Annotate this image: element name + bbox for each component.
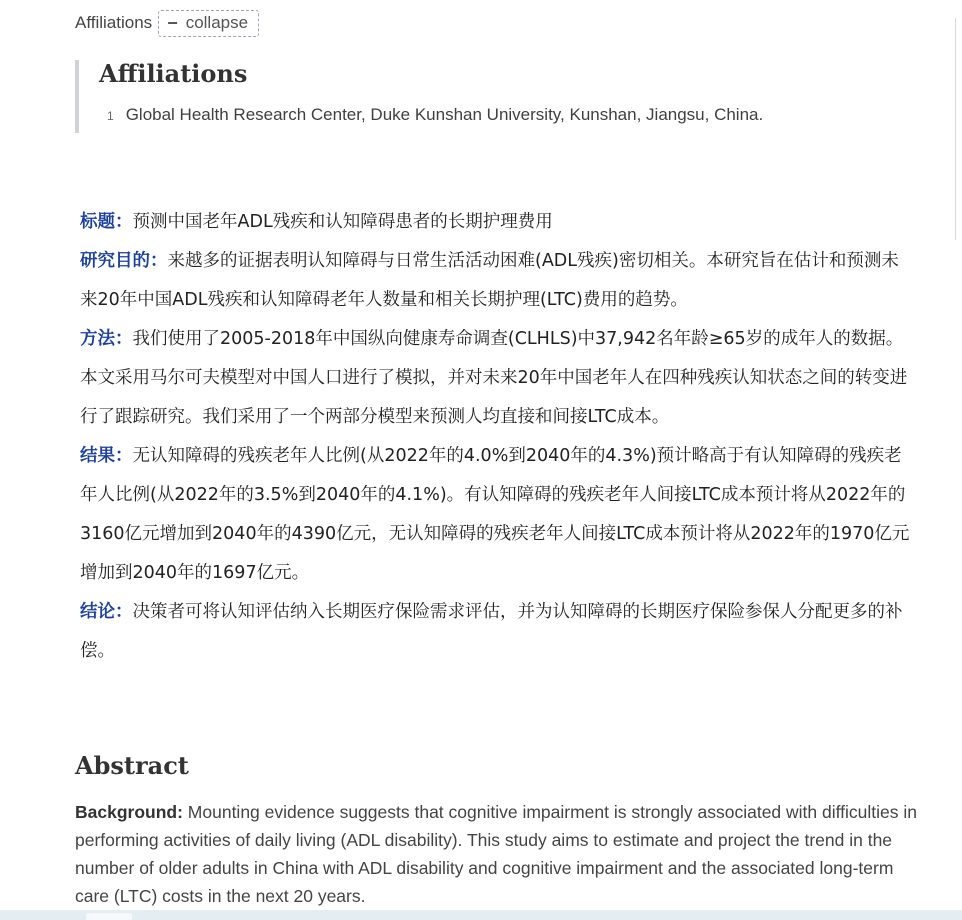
affiliation-number: 1 [107,109,114,123]
zh-title-paragraph [80,203,910,242]
abstract-background-text: Mounting evidence suggests that cognitive impairment is strongly associated with difficulties in performing activities of daily living (ADL disability). This study aims to estimate and project the trend in the number of older adults in China with ADL disability and cognitive impairment and the associated long-term care (LTC) costs in the next 20 years. [75,802,918,906]
affiliations-block [75,60,839,133]
zh-conclusion-paragraph [80,593,910,671]
affiliations-heading: Affiliations [99,59,248,88]
zh-purpose-key: 研究目的： [80,251,168,271]
zh-result-key: 结果： [80,446,133,466]
scroll-track-divider [955,18,956,240]
zh-purpose-text: 来越多的证据表明认知障碍与日常生活活动困难(ADL残疾)密切相关。本研究旨在估计和预测未来20年中国ADL残疾和认知障碍老年人数量和相关长期护理(LTC)费用的趋势。 [80,251,899,310]
zh-method-key: 方法： [80,329,133,349]
zh-method-paragraph [80,320,910,437]
chinese-summary [80,203,910,671]
zh-conclusion-text: 决策者可将认知评估纳入长期医疗保险需求评估，并为认知障碍的长期医疗保险参保人分配更多的补偿。 [80,602,903,661]
abstract-background-paragraph [75,798,925,910]
bottom-tab[interactable] [86,913,132,920]
bottom-bar [0,910,962,920]
affiliation-item [107,105,763,125]
minus-icon: − [167,12,178,33]
affiliation-text: Global Health Research Center, Duke Kunshan University, Kunshan, Jiangsu, China. [125,105,764,124]
affiliations-toggle-label: Affiliations [75,13,153,32]
zh-method-text: 我们使用了2005-2018年中国纵向健康寿命调查(CLHLS)中37,942名年龄≥65岁的成年人的数据。本文采用马尔可夫模型对中国人口进行了模拟，并对未来20年中国老年人在四种残疾认知状态之间的转变进行了跟踪研究。我们采用了一个两部分模型来预测人均直接和间接LTC成本。 [80,329,908,427]
zh-result-paragraph [80,437,910,593]
abstract-heading: Abstract [75,751,189,780]
affiliations-toggle-row [75,8,259,38]
zh-title-key: 标题： [80,212,133,232]
zh-conclusion-key: 结论： [80,602,133,622]
zh-result-text: 无认知障碍的残疾老年人比例(从2022年的4.0%到2040年的4.3%)预计略高于有认知障碍的残疾老年人比例(从2022年的3.5%到2040年的4.1%)。有认知障碍的残疾老年人间接LTC成本预计将从2022年的3160亿元增加到2040年的4390亿元，无认知障碍的残疾老年人间接LTC成本预计将从2022年的1970亿元增加到2040年的1697亿元。 [80,446,910,583]
abstract-background-key: Background: [75,802,183,822]
collapse-button-label: collapse [185,12,249,32]
zh-title-text: 预测中国老年ADL残疾和认知障碍患者的长期护理费用 [132,212,553,232]
zh-purpose-paragraph [80,242,910,320]
collapse-button[interactable] [158,10,259,37]
